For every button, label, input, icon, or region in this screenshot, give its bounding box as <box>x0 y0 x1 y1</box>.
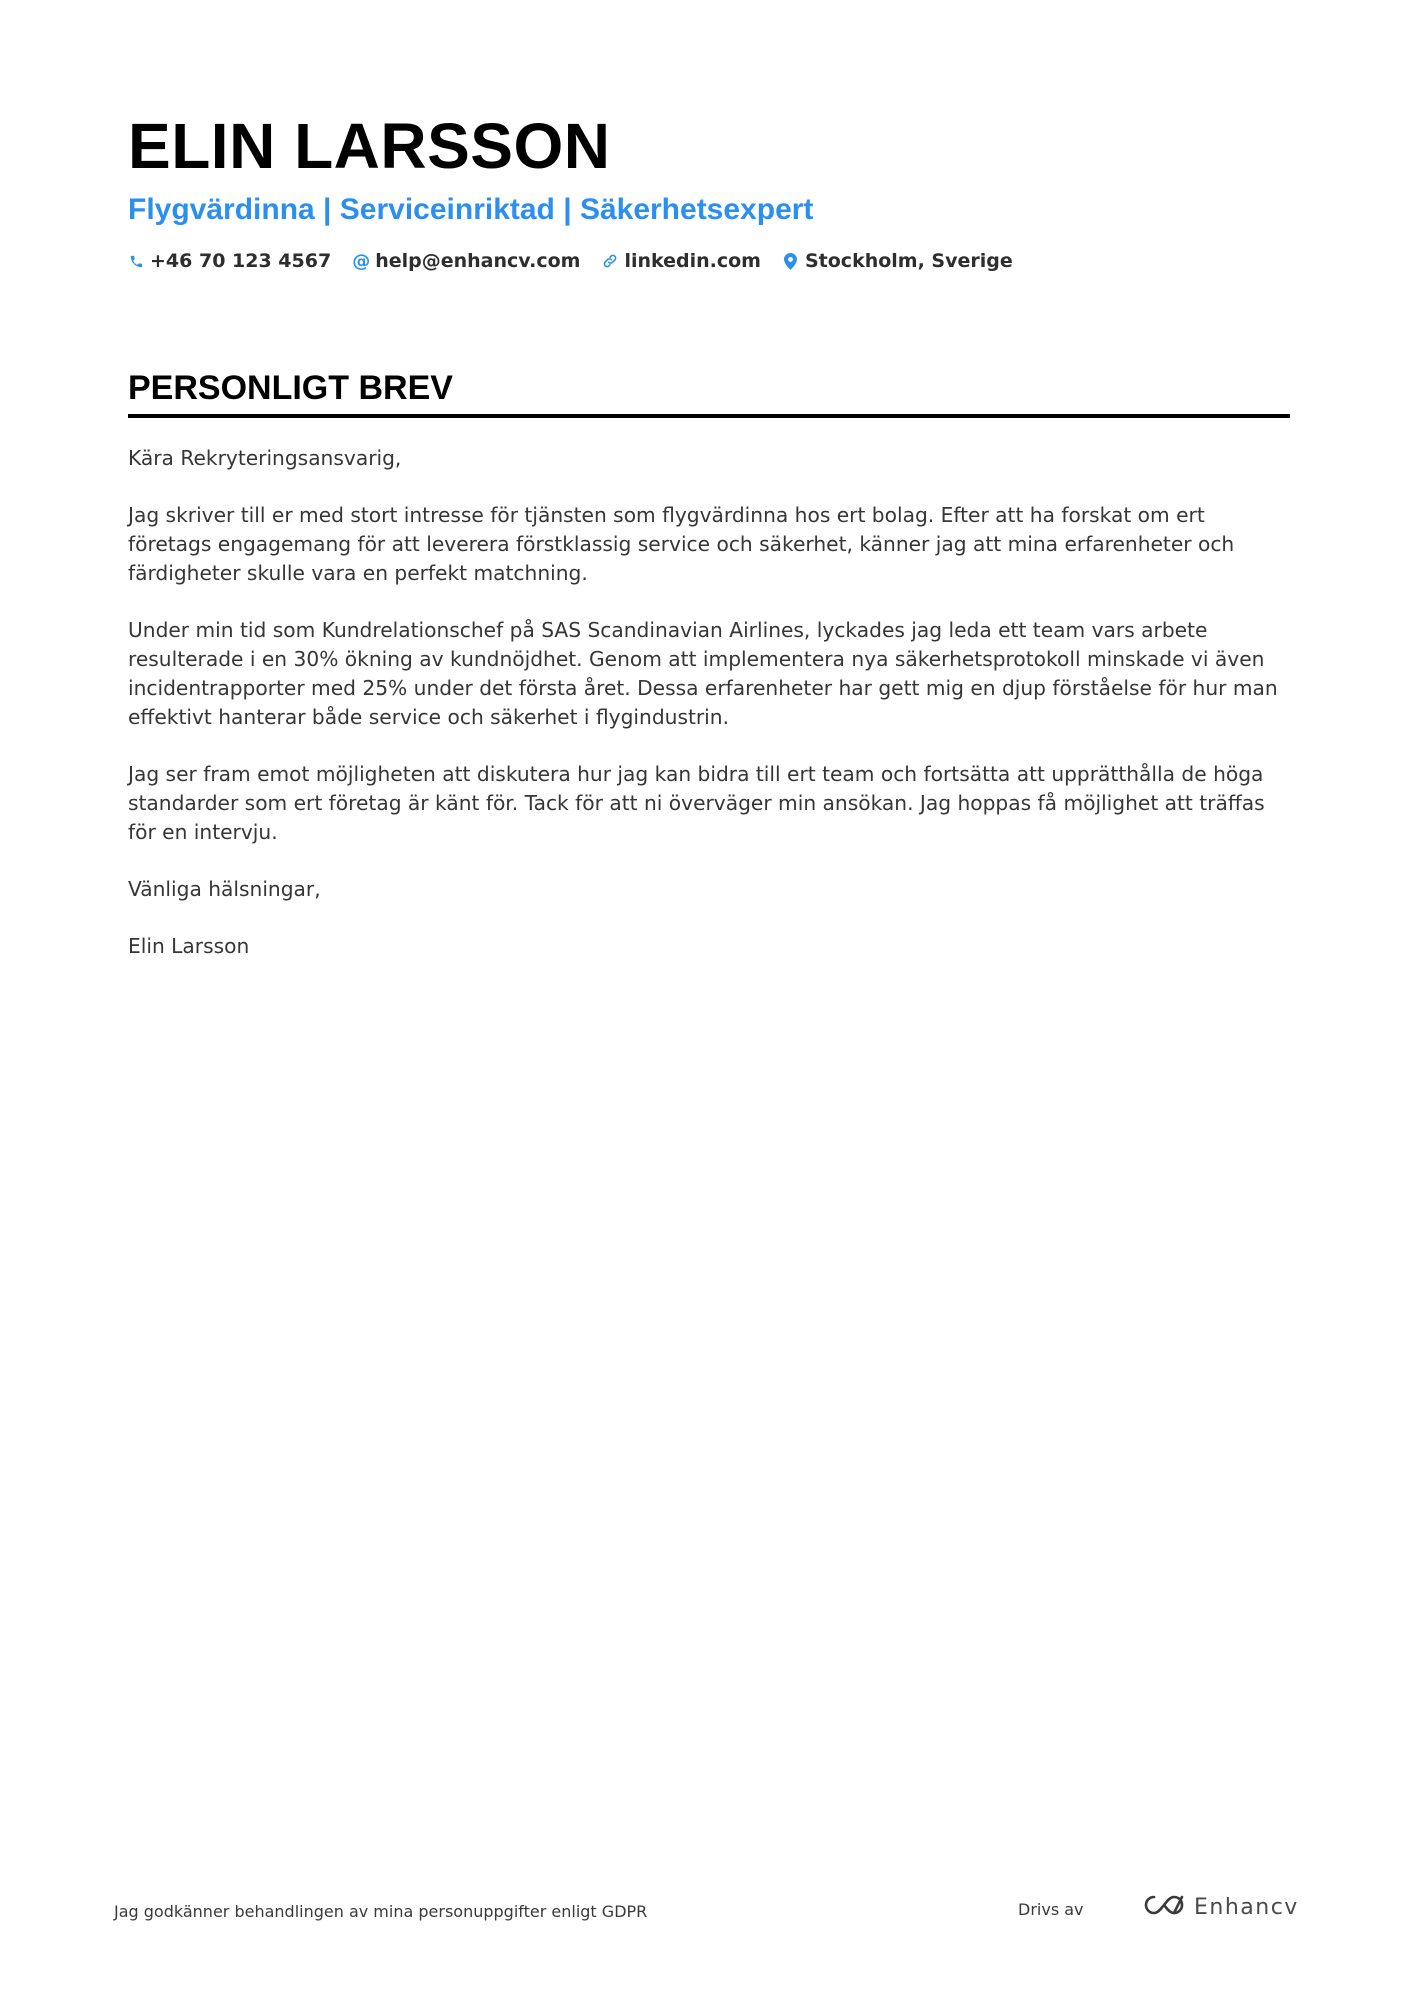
footer <box>114 1890 1299 1930</box>
header <box>128 108 1288 272</box>
letter-section <box>128 366 1290 989</box>
letter-paragraph: Jag skriver till er med stort intresse för tjänsten som flygvärdinna hos ert bolag. Efter att ha forskat om ert företags engagemang för att leverera förstklassig service och säkerhet, känner jag att mina erfarenheter och färdigheter skulle vara en perfekt matchning. <box>128 503 1235 585</box>
contact-location-text: Stockholm, Sverige <box>804 250 1013 272</box>
contact-phone-text: +46 70 123 4567 <box>150 250 332 272</box>
letter-closing: Vänliga hälsningar, <box>128 877 321 901</box>
enhancv-logo-icon <box>1140 1892 1188 1922</box>
letter-paragraph: Under min tid som Kundrelationschef på SAS Scandinavian Airlines, lyckades jag leda ett team vars arbete resulterade i en 30% ökning av kundnöjdhet. Genom att implementera nya säkerhetsprotokoll minskade vi även incidentrapporter med 25% under det första året. Dessa erfarenheter har gett mig en djup förståelse för hur man effektivt hanterar både service och säkerhet i flygindustrin. <box>128 618 1278 729</box>
contact-email[interactable] <box>353 250 580 272</box>
gdpr-consent-text: Jag godkänner behandlingen av mina personuppgifter enligt GDPR <box>114 1902 648 1921</box>
section-divider <box>128 414 1290 418</box>
powered-by-label: Drivs av <box>1018 1900 1084 1919</box>
phone-icon <box>128 251 144 271</box>
contact-linkedin[interactable] <box>602 250 761 272</box>
letter-greeting: Kära Rekryteringsansvarig, <box>128 446 402 470</box>
enhancv-brand-link[interactable] <box>1140 1892 1299 1922</box>
brand-name: Enhancv <box>1194 1894 1299 1920</box>
letter-paragraph: Jag ser fram emot möjligheten att diskutera hur jag kan bidra till ert team och fortsätta att upprätthålla de höga standarder som ert företag är känt för. Tack för att ni överväger min ansökan. Jag hoppas få möjlighet att träffas för en intervju. <box>128 762 1265 844</box>
contact-list <box>128 250 1288 272</box>
location-pin-icon <box>783 251 799 271</box>
link-icon <box>602 251 618 271</box>
contact-email-text: help@enhancv.com <box>375 250 581 272</box>
headline: Flygvärdinna | Serviceinriktad | Säkerhetsexpert <box>128 193 814 226</box>
at-icon: @ <box>352 250 371 272</box>
contact-linkedin-text: linkedin.com <box>624 250 761 272</box>
contact-phone[interactable] <box>128 250 331 272</box>
letter-body <box>128 444 1290 961</box>
letter-signature: Elin Larsson <box>128 934 250 958</box>
candidate-name: ELIN LARSSON <box>128 110 611 182</box>
contact-location <box>783 250 1013 272</box>
section-title: PERSONLIGT BREV <box>128 369 453 407</box>
